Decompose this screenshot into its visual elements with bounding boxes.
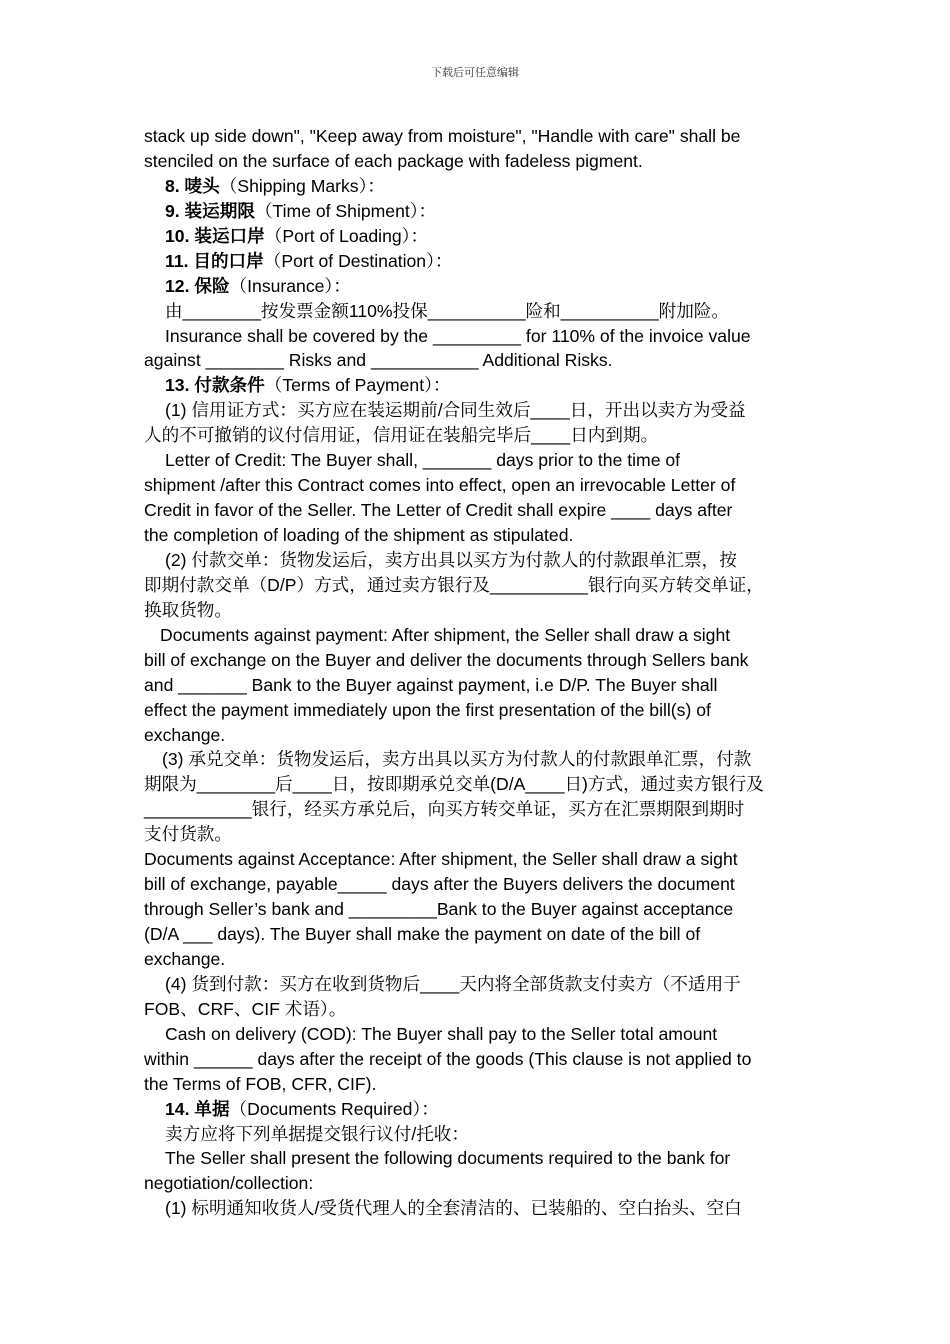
body-line: the Terms of FOB, CFR, CIF). [144,1073,377,1094]
body-line: ___________银行，经买方承兑后，向买方转交单证，买方在汇票期限到期时 [144,799,745,820]
page-header: 下载后可任意编辑 [431,66,519,79]
body-line: (D/A ___ days). The Buyer shall make the payment on date of the bill of [144,924,701,944]
body-line: 支付货款。 [144,824,232,845]
body-line: Insurance shall be covered by the _________ for 110% of the invoice value [165,325,751,346]
body-line: stenciled on the surface of each package with fadeless pigment. [144,150,643,171]
body-line: (3) 承兑交单：货物发运后，卖方出具以买方为付款人的付款跟单汇票，付款 [162,749,752,770]
body-line: 人的不可撤销的议付信用证，信用证在装船完毕后____日内到期。 [144,425,659,446]
body-line: and _______ Bank to the Buyer against payment, i.e D/P. The Buyer shall [144,674,718,695]
section-heading-terms-of-payment: 13. 付款条件（Terms of Payment）： [165,375,451,396]
section-heading-port-of-loading: 10. 装运口岸（Port of Loading）： [165,225,429,246]
section-heading-insurance: 12. 保险（Insurance）： [165,275,351,296]
body-line: 换取货物。 [144,599,232,620]
section-heading-time-of-shipment: 9. 装运期限（Time of Shipment）： [165,200,437,221]
body-line: within ______ days after the receipt of the goods (This clause is not applied to [144,1048,752,1069]
body-line: 由________按发票金额110%投保__________险和__________附加险。 [165,300,729,321]
body-line: FOB、CRF、CIF 术语）。 [144,998,347,1019]
body-line: bill of exchange on the Buyer and deliver the documents through Sellers bank [144,649,749,670]
body-line: Documents against payment: After shipment, the Seller shall draw a sight [160,624,731,645]
section-heading-documents-required: 14. 单据（Documents Required）： [165,1098,439,1119]
body-line: Letter of Credit: The Buyer shall, _______ days prior to the time of [165,450,681,471]
body-line: exchange. [144,724,226,745]
body-line: 即期付款交单（D/P）方式，通过卖方银行及__________银行向买方转交单证， [144,574,764,595]
document-body [144,124,824,1221]
body-line: Cash on delivery (COD): The Buyer shall pay to the Seller total amount [165,1023,718,1044]
body-line: exchange. [144,948,226,969]
body-line: through Seller’s bank and _________Bank to the Buyer against acceptance [144,899,734,920]
body-line: negotiation/collection: [144,1173,314,1194]
body-line: bill of exchange, payable_____ days after the Buyers delivers the document [144,874,735,895]
body-line: against ________ Risks and ___________ Additional Risks. [144,350,613,371]
body-line: shipment /after this Contract comes into effect, open an irrevocable Letter of [144,475,736,496]
body-line: stack up side down", "Keep away from moisture", "Handle with care" shall be [144,126,741,146]
body-line: (1) 标明通知收货人/受货代理人的全套清洁的、已装船的、空白抬头、空白 [165,1198,742,1219]
body-line: effect the payment immediately upon the first presentation of the bill(s) of [144,699,711,720]
body-line: 期限为________后____日，按即期承兑交单(D/A____日)方式，通过卖方银行及 [144,774,764,795]
body-line: Credit in favor of the Seller. The Letter of Credit shall expire ____ days after [144,500,733,521]
section-heading-shipping-marks: 8. 唛头（Shipping Marks）： [165,175,385,196]
body-line: the completion of loading of the shipment as stipulated. [144,525,574,545]
body-line: (2) 付款交单：货物发运后，卖方出具以买方为付款人的付款跟单汇票，按 [165,549,737,570]
body-line: Documents against Acceptance: After shipment, the Seller shall draw a sight [144,849,738,870]
body-line: (1) 信用证方式：买方应在装运期前/合同生效后____日，开出以卖方为受益 [165,400,746,421]
body-line: 卖方应将下列单据提交银行议付/托收： [165,1123,469,1144]
body-line: The Seller shall present the following documents required to the bank for [165,1148,731,1169]
body-line: (4) 货到付款：买方在收到货物后____天内将全部货款支付卖方（不适用于 [165,973,741,994]
section-heading-port-of-destination: 11. 目的口岸（Port of Destination）： [165,250,453,271]
